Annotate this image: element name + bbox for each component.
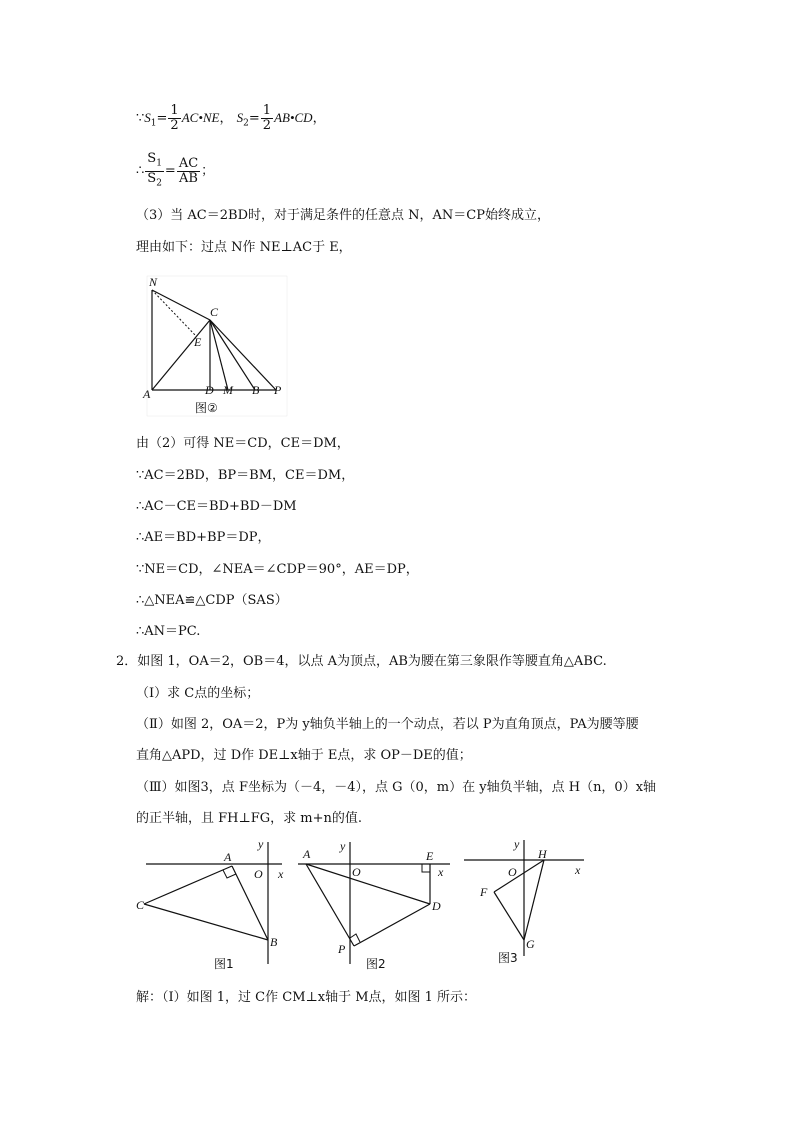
- label-O: O: [352, 865, 361, 879]
- segment-AP: [306, 864, 354, 946]
- text-line-11: ∴AN＝PC.: [136, 624, 201, 639]
- label-A: A: [303, 847, 311, 861]
- label-F: F: [480, 885, 488, 899]
- question-2-part-3-b: 的正半轴，且 FH⊥FG，求 m+n的值.: [136, 811, 362, 826]
- label-O: O: [508, 865, 517, 879]
- text-line-6: ∵AC＝2BD，BP＝BM，CE＝DM，: [136, 468, 355, 483]
- segment-NC: [152, 290, 210, 320]
- segment-FG: [494, 892, 524, 940]
- fraction-half-2: $\frac{1}{2}$: [262, 103, 272, 133]
- question-figure-2: [296, 836, 456, 976]
- label-O: O: [254, 867, 263, 881]
- figure-caption-3: 图3: [498, 951, 518, 965]
- segment-HG: [524, 860, 544, 940]
- segment-CB: [144, 904, 268, 940]
- label-E: E: [426, 849, 434, 863]
- segment-CA: [144, 866, 232, 904]
- label-x: x: [438, 865, 444, 879]
- question-2-part-3-a: （Ⅲ）如图3，点 F坐标为（－4，－4），点 G（0，m）在 y轴负半轴，点 H（n，0）x轴: [136, 780, 657, 795]
- label-D: D: [432, 899, 441, 913]
- question-figure-1: [132, 836, 292, 976]
- question-2-part-2-b: 直角△APD，过 D作 DE⊥x轴于 E点，求 OP－DE的值；: [136, 748, 472, 763]
- question-figure-3: [460, 836, 590, 976]
- figure-caption-1: 图1: [214, 957, 234, 971]
- figure-caption-2: 图2: [366, 957, 386, 971]
- fraction-half: $\frac{1}{2}$: [170, 103, 179, 133]
- text-line-4: 理由如下：过点 N作 NE⊥AC于 E，: [136, 240, 352, 255]
- solution-start: 解：（Ⅰ）如图 1，过 C作 CM⊥x轴于 M点，如图 1 所示：: [136, 990, 477, 1005]
- formula-area-line: $\because S_1=$ $\frac{1}{2}$ AC•NE， $S_2=$ $\frac{1}{2}$ AB•CD，: [136, 103, 326, 133]
- question-2-part-1: （Ⅰ）求 C点的坐标；: [136, 686, 260, 701]
- right-angle-mark-E: [422, 864, 430, 872]
- point-label-A: A: [143, 387, 151, 401]
- text-line-7: ∴AC－CE＝BD+BD－DM: [136, 499, 297, 514]
- point-label-B: B: [252, 383, 260, 397]
- point-label-C: C: [210, 305, 219, 319]
- point-label-N: N: [149, 275, 158, 289]
- segment-AD: [306, 864, 430, 904]
- label-C: C: [136, 898, 145, 912]
- point-label-P: P: [274, 383, 282, 397]
- point-label-E: E: [194, 335, 202, 349]
- label-B: B: [270, 935, 278, 949]
- fraction-ac-ab: $\frac{AC}{AB}$: [178, 155, 199, 186]
- segment-PD: [354, 904, 430, 946]
- question-2: 2．如图 1，OA＝2，OB＝4，以点 A为顶点，AB为腰在第三象限作等腰直角△ABC.: [116, 654, 607, 669]
- text-line-5: 由（2）可得 NE＝CD，CE＝DM，: [136, 436, 350, 451]
- figure-2-geometry: [140, 270, 300, 422]
- segment-CP: [210, 320, 276, 390]
- text-line-8: ∴AE＝BD+BP＝DP，: [136, 530, 271, 545]
- label-A: A: [224, 850, 232, 864]
- text-line-9: ∵NE＝CD，∠NEA＝∠CDP＝90°，AE＝DP，: [136, 562, 419, 577]
- segment-FH: [494, 860, 544, 892]
- segment-NE-dotted: [152, 290, 196, 336]
- figure-2-caption: 图②: [195, 401, 218, 415]
- text-line-10: ∴△NEA≌△CDP（SAS）: [136, 593, 288, 608]
- point-label-D: D: [205, 383, 214, 397]
- label-H: H: [538, 847, 547, 861]
- label-x: x: [575, 863, 581, 877]
- text-line-3: （3）当 AC＝2BD时，对于满足条件的任意点 N，AN＝CP始终成立，: [136, 208, 550, 223]
- label-P: P: [338, 942, 346, 956]
- label-y: y: [258, 837, 264, 851]
- question-2-part-2-a: （Ⅱ）如图 2，OA＝2，P为 y轴负半轴上的一个动点，若以 P为直角顶点，PA为腰等腰: [136, 717, 639, 732]
- label-G: G: [526, 937, 535, 951]
- label-x: x: [278, 867, 284, 881]
- formula-ratio-line: ∴ $\frac{S_1}{S_2}$ = $\frac{AC}{AB}$ ；: [136, 151, 215, 189]
- fraction-s-ratio: $\frac{S_1}{S_2}$: [147, 151, 162, 189]
- segment-CM: [210, 320, 228, 390]
- point-label-M: M: [223, 383, 233, 397]
- label-y: y: [514, 837, 520, 851]
- label-y: y: [340, 839, 346, 853]
- segment-AC: [152, 320, 210, 390]
- segment-CB: [210, 320, 255, 390]
